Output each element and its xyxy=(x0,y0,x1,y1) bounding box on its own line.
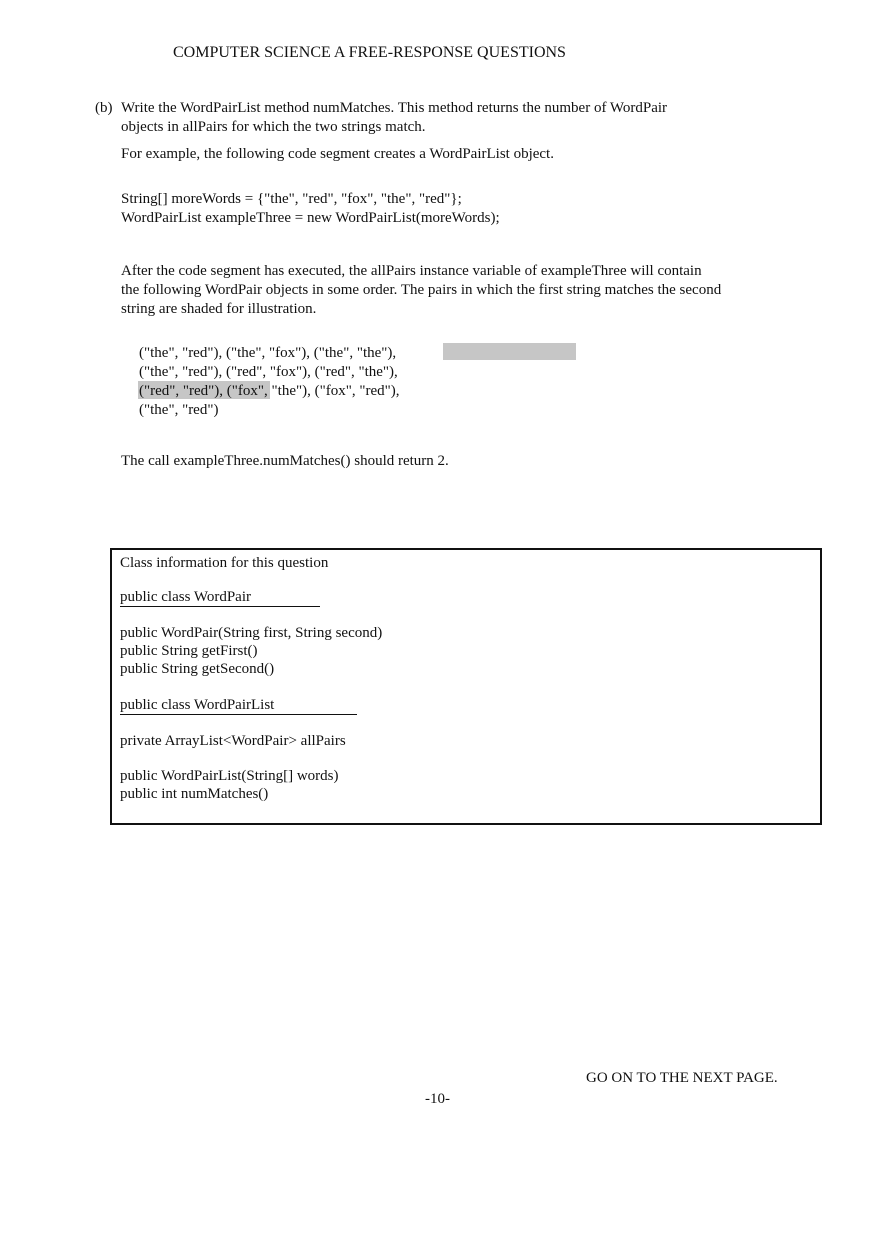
code-segment xyxy=(121,190,500,228)
box-title: Class information for this question xyxy=(120,555,329,571)
page-number: -10- xyxy=(425,1091,450,1107)
shade-highlight-1 xyxy=(443,343,576,360)
pairs-line-2: ("the", "red"), ("red", "fox"), ("red", "the"), xyxy=(139,364,398,380)
class-wordpairlist-heading: public class WordPairList xyxy=(120,697,275,713)
word-pairs-list xyxy=(139,344,399,420)
part-label: (b) xyxy=(95,100,113,116)
class-wordpairlist-underline xyxy=(120,714,357,715)
explanation xyxy=(121,262,721,319)
pairs-line-3: ("red", "red"), ("fox", "the"), ("fox", "red"), xyxy=(139,383,400,399)
pairs-line-1: ("the", "red"), ("the", "fox"), ("the", "the"), xyxy=(139,345,397,361)
wordpairlist-nummatches: public int numMatches() xyxy=(120,786,269,802)
result-statement: The call exampleThree.numMatches() should return 2. xyxy=(121,453,449,469)
wordpair-getfirst: public String getFirst() xyxy=(120,643,258,659)
wordpair-constructor: public WordPair(String first, String second) xyxy=(120,625,383,641)
prompt-line-1: (b) Write the WordPairList method numMatches. This method returns the number of WordPair xyxy=(95,100,668,116)
class-information-box xyxy=(110,548,822,825)
explanation-line-3: string are shaded for illustration. xyxy=(121,301,317,317)
page-header: COMPUTER SCIENCE A FREE-RESPONSE QUESTIONS xyxy=(173,44,566,61)
code-line-1: String[] moreWords = {"the", "red", "fox", "the", "red"}; xyxy=(121,191,462,207)
go-on-next-page: GO ON TO THE NEXT PAGE. xyxy=(586,1070,778,1086)
wordpairlist-field: private ArrayList<WordPair> allPairs xyxy=(120,733,346,749)
wordpair-getsecond: public String getSecond() xyxy=(120,661,275,677)
class-wordpair-underline xyxy=(120,606,320,607)
prompt-line-2: objects in allPairs for which the two strings match. xyxy=(121,119,426,135)
pairs-line-4: ("the", "red") xyxy=(139,402,219,418)
wordpairlist-constructor: public WordPairList(String[] words) xyxy=(120,768,339,784)
explanation-line-1: After the code segment has executed, the allPairs instance variable of exampleThree will contain xyxy=(121,263,702,279)
example-intro: For example, the following code segment creates a WordPairList object. xyxy=(121,146,554,162)
code-line-2: WordPairList exampleThree = new WordPairList(moreWords); xyxy=(121,210,500,226)
explanation-line-2: the following WordPair objects in some order. The pairs in which the first string matches the second xyxy=(121,282,722,298)
class-wordpair-heading: public class WordPair xyxy=(120,589,251,605)
part-b-prompt xyxy=(95,99,667,137)
